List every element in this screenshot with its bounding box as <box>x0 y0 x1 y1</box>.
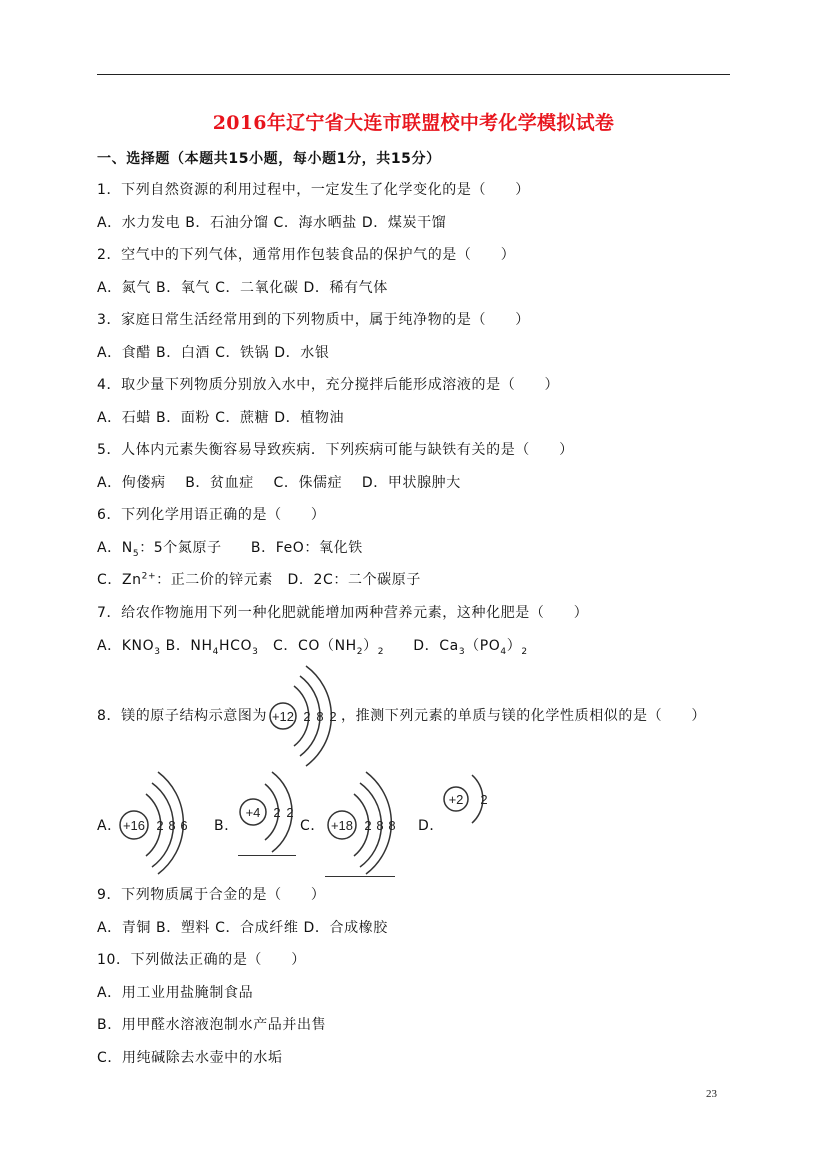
question-10-option-a: A．用工业用盐腌制食品 <box>97 985 254 1001</box>
question-7: 7．给农作物施用下列一种化肥就能增加两种营养元素，这种化肥是（ ） <box>97 605 589 621</box>
question-10-option-b: B．用甲醛水溶液泡制水产品并出售 <box>97 1017 327 1033</box>
question-9: 9．下列物质属于合金的是（ ） <box>97 887 326 903</box>
svg-text:2: 2 <box>303 709 311 724</box>
header-rule <box>97 74 730 75</box>
question-5-options: A．佝偻病 B．贫血症 C．侏儒症 D．甲状腺肿大 <box>97 475 461 491</box>
nucleus-label: +12 <box>271 709 295 724</box>
svg-text:8: 8 <box>388 818 396 833</box>
question-3-options: A．食醋 B．白酒 C．铁锅 D．水银 <box>97 345 330 361</box>
question-2: 2．空气中的下列气体，通常用作包装食品的保护气的是（ ） <box>97 247 516 263</box>
question-4: 4．取少量下列物质分别放入水中，充分搅拌后能形成溶液的是（ ） <box>97 377 560 393</box>
svg-text:2: 2 <box>156 818 164 833</box>
svg-text:+4: +4 <box>245 805 261 820</box>
question-6-options-ab: A．$N_5$：5个氮原子 B．FeO：氧化铁 <box>97 540 363 559</box>
underline-c <box>325 876 395 877</box>
svg-text:2: 2 <box>329 709 337 724</box>
question-7-options: A．$KNO_3$ B．$NH_4HCO_3$ C．$CO(NH_2)_2$ D．$Ca_3(PO_4)_2$ <box>97 638 528 657</box>
option-d-label: D． <box>418 818 444 834</box>
magnesium-atom-diagram <box>266 664 338 768</box>
svg-text:+18: +18 <box>330 818 354 833</box>
svg-text:2: 2 <box>286 805 294 820</box>
question-5: 5．人体内元素失衡容易导致疾病．下列疾病可能与缺铁有关的是（ ） <box>97 442 574 458</box>
question-6-options-cd: C．$Zn^{2+}$：正二价的锌元素 D．2C：二个碳原子 <box>97 571 421 588</box>
svg-text:8: 8 <box>376 818 384 833</box>
underline-b <box>238 855 296 856</box>
svg-text:2: 2 <box>364 818 372 833</box>
svg-text:+2: +2 <box>448 792 464 807</box>
page-title: 2016年辽宁省大连市联盟校中考化学模拟试卷 <box>212 112 615 134</box>
question-8-prefix: 8．镁的原子结构示意图为 <box>97 708 268 724</box>
question-8-suffix: ，推测下列元素的单质与镁的化学性质相似的是（ ） <box>341 708 706 724</box>
option-c-label: C． <box>300 818 325 834</box>
svg-text:2: 2 <box>480 792 488 807</box>
option-c-atom-diagram <box>323 770 398 876</box>
question-10-option-c: C．用纯碱除去水壶中的水垢 <box>97 1050 283 1066</box>
question-9-options: A．青铜 B．塑料 C．合成纤维 D．合成橡胶 <box>97 920 388 936</box>
question-1: 1．下列自然资源的利用过程中，一定发生了化学变化的是（ ） <box>97 182 530 198</box>
question-6: 6．下列化学用语正确的是（ ） <box>97 507 326 523</box>
svg-text:8: 8 <box>316 709 324 724</box>
question-10: 10．下列做法正确的是（ ） <box>97 952 306 968</box>
svg-text:+16: +16 <box>122 818 146 833</box>
question-4-options: A．石蜡 B．面粉 C．蔗糖 D．植物油 <box>97 410 345 426</box>
option-b-label: B． <box>214 818 239 834</box>
question-3: 3．家庭日常生活经常用到的下列物质中，属于纯净物的是（ ） <box>97 312 530 328</box>
page-number: 23 <box>706 1088 717 1100</box>
svg-text:6: 6 <box>180 818 188 833</box>
option-a-label: A． <box>97 818 122 834</box>
question-1-options: A．水力发电 B．石油分馏 C．海水晒盐 D．煤炭干馏 <box>97 215 447 231</box>
section-heading: 一、选择题（本题共15小题，每小题1分，共15分） <box>97 151 441 167</box>
option-d-atom-diagram <box>440 772 492 830</box>
svg-text:8: 8 <box>168 818 176 833</box>
svg-text:2: 2 <box>273 805 281 820</box>
question-2-options: A．氮气 B．氧气 C．二氧化碳 D．稀有气体 <box>97 280 388 296</box>
option-a-atom-diagram <box>115 770 190 876</box>
option-b-atom-diagram <box>236 770 298 858</box>
